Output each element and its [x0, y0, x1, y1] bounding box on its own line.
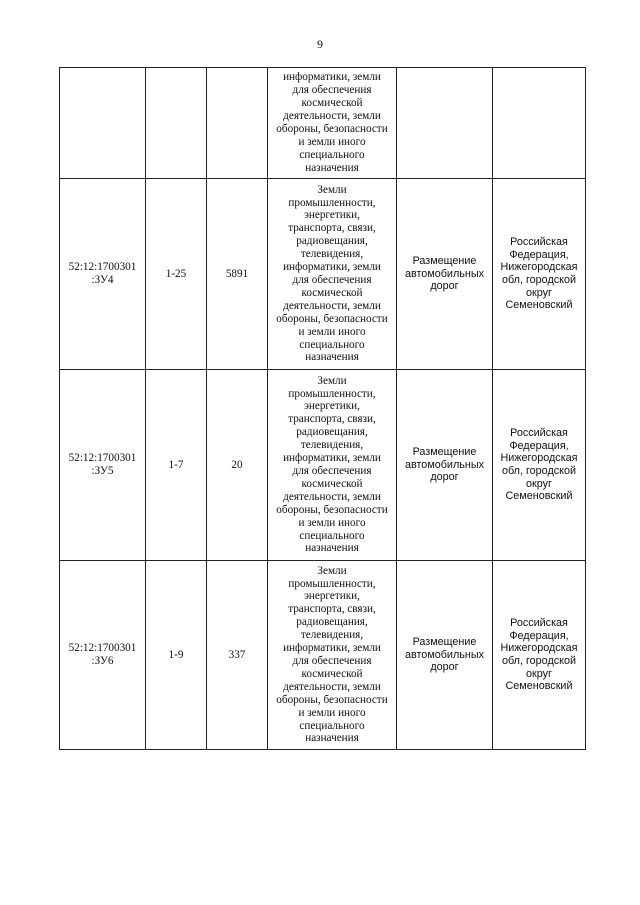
- area-cell: [207, 68, 268, 179]
- land-plots-table: [59, 67, 586, 750]
- permitted-use-cell: [397, 68, 493, 179]
- land-category-cell: информатики, земли для обеспечения космической деятельности, земли обороны, безопасности и земли иного специального назначения: [268, 68, 397, 179]
- land-category-cell: Земли промышленности, энергетики, транспорта, связи, радиовещания, телевидения, информатики, земли для обеспечения космической деятельности, земли обороны, безопасности и земли иного специального назначения: [268, 370, 397, 561]
- cadastral-number-cell: 52:12:1700301 :ЗУ6: [60, 561, 146, 750]
- permitted-use-cell: Размещение автомобильных дорог: [397, 561, 493, 750]
- table-row: [60, 370, 586, 561]
- contour-cell: 1-25: [146, 179, 207, 370]
- land-category-cell: Земли промышленности, энергетики, транспорта, связи, радиовещания, телевидения, информатики, земли для обеспечения космической деятельности, земли обороны, безопасности и земли иного специального назначения: [268, 561, 397, 750]
- location-cell: Российская Федерация, Нижегородская обл, городской округ Семеновский: [493, 561, 586, 750]
- land-category-cell: Земли промышленности, энергетики, транспорта, связи, радиовещания, телевидения, информатики, земли для обеспечения космической деятельности, земли обороны, безопасности и земли иного специального назначения: [268, 179, 397, 370]
- contour-cell: 1-7: [146, 370, 207, 561]
- contour-cell: 1-9: [146, 561, 207, 750]
- table-row: [60, 68, 586, 179]
- area-cell: 5891: [207, 179, 268, 370]
- cadastral-number-cell: 52:12:1700301 :ЗУ5: [60, 370, 146, 561]
- table-row: [60, 179, 586, 370]
- area-cell: 337: [207, 561, 268, 750]
- location-cell: [493, 68, 586, 179]
- contour-cell: [146, 68, 207, 179]
- cadastral-number-cell: 52:12:1700301 :ЗУ4: [60, 179, 146, 370]
- table-row: [60, 561, 586, 750]
- permitted-use-cell: Размещение автомобильных дорог: [397, 179, 493, 370]
- cadastral-number-cell: [60, 68, 146, 179]
- location-cell: Российская Федерация, Нижегородская обл, городской округ Семеновский: [493, 370, 586, 561]
- page-number: 9: [317, 37, 323, 51]
- location-cell: Российская Федерация, Нижегородская обл, городской округ Семеновский: [493, 179, 586, 370]
- permitted-use-cell: Размещение автомобильных дорог: [397, 370, 493, 561]
- area-cell: 20: [207, 370, 268, 561]
